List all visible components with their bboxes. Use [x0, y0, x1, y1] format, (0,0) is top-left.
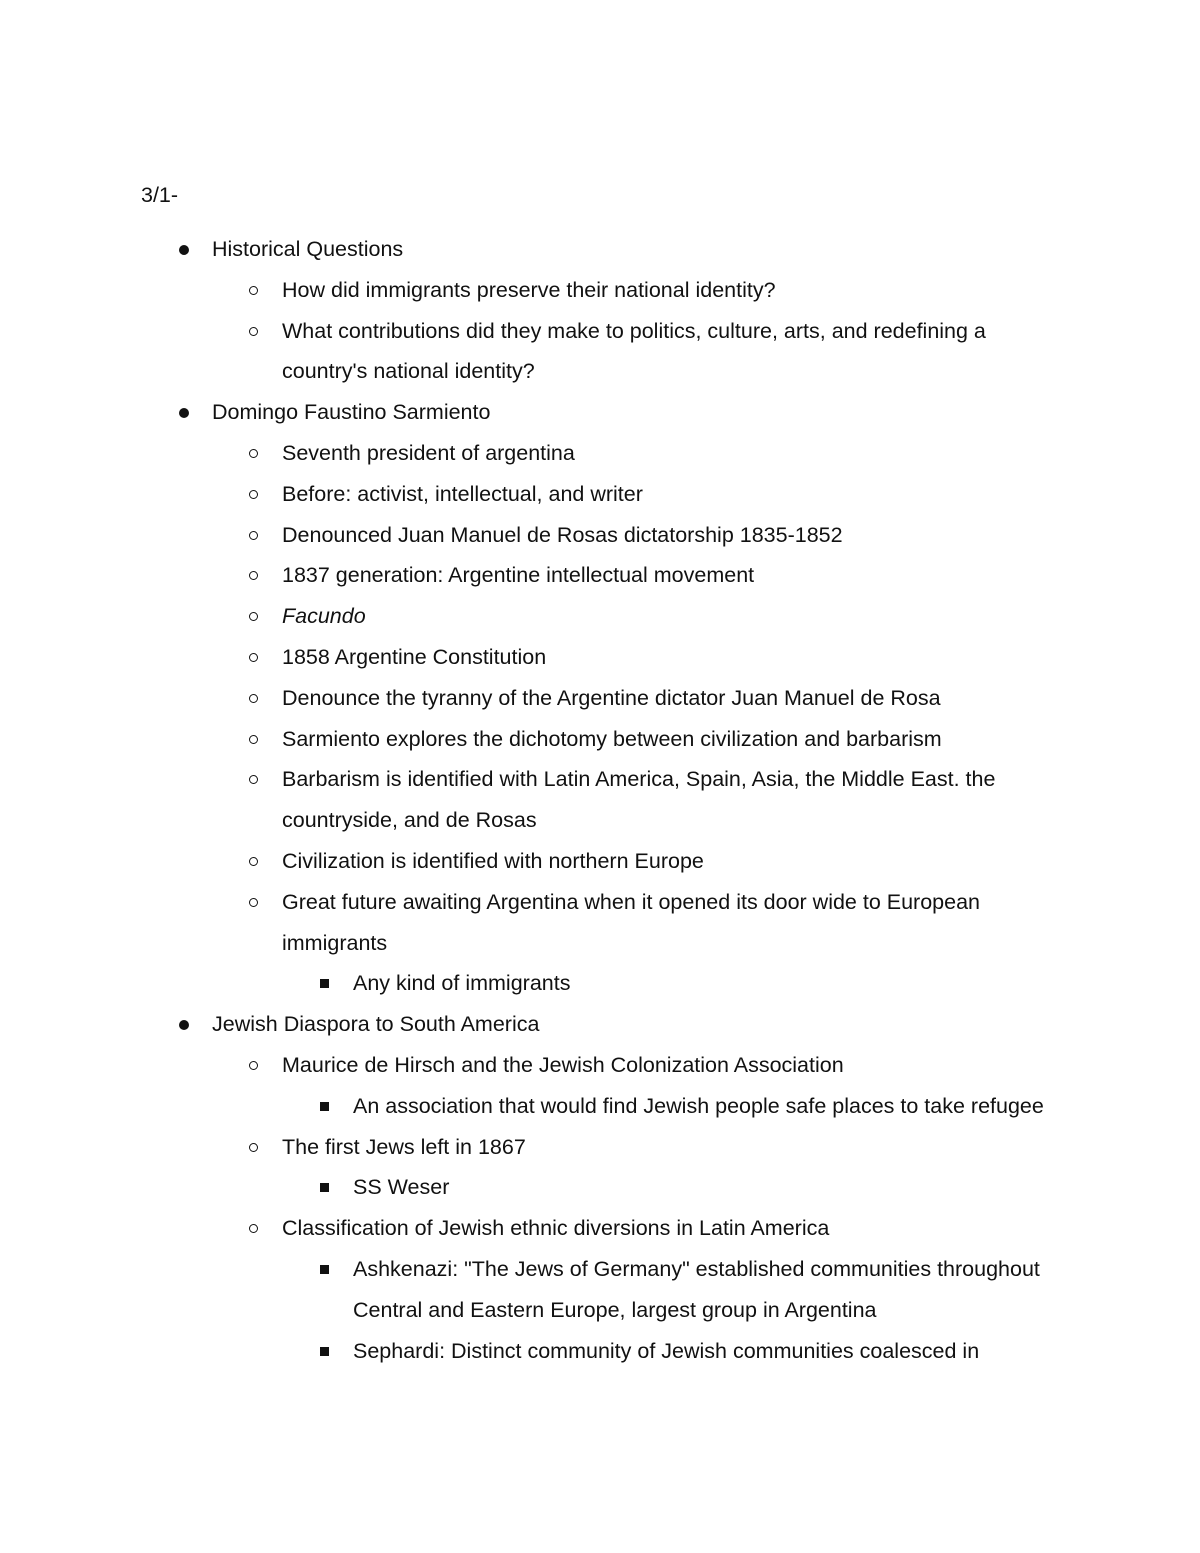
outline-item-level-2	[0, 759, 1072, 841]
outline-item-text: Barbarism is identified with Latin America, Spain, Asia, the Middle East. the countryside, and de Rosas	[282, 767, 996, 833]
outline-item-level-2	[0, 719, 1072, 760]
outline-item-level-2	[0, 474, 1072, 515]
outline-item-text: Civilization is identified with northern Europe	[282, 848, 704, 873]
outline-item-level-3	[0, 1167, 1073, 1208]
outline-item-level-2	[0, 270, 1072, 311]
filled-square-bullet-icon	[320, 979, 329, 988]
outline-item-text: What contributions did they make to politics, culture, arts, and redefining a country's national identity?	[282, 318, 986, 384]
outline-item-text: Classification of Jewish ethnic diversions in Latin America	[282, 1216, 830, 1241]
hollow-circle-bullet-icon	[249, 571, 258, 580]
outline-item-text: 1858 Argentine Constitution	[282, 644, 547, 669]
outline-item-level-2	[0, 555, 1072, 596]
outline-item-level-2	[0, 515, 1072, 556]
outline-item-text: Any kind of immigrants	[353, 971, 571, 996]
filled-square-bullet-icon	[320, 1265, 329, 1274]
hollow-circle-bullet-icon	[249, 1143, 258, 1152]
outline-item-text: Sarmiento explores the dichotomy between civilization and barbarism	[282, 726, 942, 751]
hollow-circle-bullet-icon	[249, 653, 258, 662]
hollow-circle-bullet-icon	[249, 327, 258, 336]
outline-item-level-2	[0, 1208, 1072, 1249]
outline-item-level-2	[0, 1045, 1072, 1086]
hollow-circle-bullet-icon	[249, 449, 258, 458]
hollow-circle-bullet-icon	[249, 286, 258, 295]
outline-item-level-2	[0, 882, 1072, 964]
outline-item-level-2	[0, 1127, 1072, 1168]
hollow-circle-bullet-icon	[249, 694, 258, 703]
outline-item-text: SS Weser	[353, 1175, 450, 1200]
outline-item-level-2	[0, 433, 1072, 474]
outline-item-text: Denounce the tyranny of the Argentine dictator Juan Manuel de Rosa	[282, 685, 941, 710]
filled-square-bullet-icon	[320, 1183, 329, 1192]
outline-item-text: Maurice de Hirsch and the Jewish Colonization Association	[282, 1052, 844, 1077]
outline-list	[0, 229, 1200, 1371]
filled-disc-bullet-icon	[179, 1020, 189, 1030]
outline-item-level-3	[0, 963, 1073, 1004]
outline-item-level-3	[0, 1086, 1073, 1127]
outline-item-level-2	[0, 311, 1072, 393]
outline-item-text: Facundo	[282, 604, 366, 629]
outline-item-level-3	[0, 1331, 1073, 1372]
outline-item-text: Seventh president of argentina	[282, 440, 575, 465]
outline-item-text: Ashkenazi: "The Jews of Germany" established communities throughout Central and Eastern Europe, largest group in Argentina	[353, 1256, 1040, 1322]
hollow-circle-bullet-icon	[249, 1061, 258, 1070]
outline-item-text: An association that would find Jewish people safe places to take refugee	[353, 1093, 1044, 1118]
filled-disc-bullet-icon	[179, 408, 189, 418]
outline-item-text: Domingo Faustino Sarmiento	[212, 400, 491, 425]
outline-item-text: Sephardi: Distinct community of Jewish communities coalesced in	[353, 1338, 980, 1363]
filled-square-bullet-icon	[320, 1102, 329, 1111]
outline-item-level-2	[0, 678, 1072, 719]
hollow-circle-bullet-icon	[249, 857, 258, 866]
outline-item-level-2	[0, 637, 1072, 678]
outline-item-text: Before: activist, intellectual, and writer	[282, 481, 643, 506]
hollow-circle-bullet-icon	[249, 735, 258, 744]
outline-item-text: 1837 generation: Argentine intellectual movement	[282, 563, 755, 588]
outline-item-level-1	[0, 1004, 1072, 1045]
outline-item-text: Jewish Diaspora to South America	[212, 1012, 540, 1037]
outline-item-level-2	[0, 596, 1072, 637]
hollow-circle-bullet-icon	[249, 1224, 258, 1233]
outline-item-text: How did immigrants preserve their national identity?	[282, 277, 776, 302]
filled-disc-bullet-icon	[179, 245, 189, 255]
outline-item-level-1	[0, 229, 1072, 270]
outline-item-text: Denounced Juan Manuel de Rosas dictatorship 1835-1852	[282, 522, 843, 547]
hollow-circle-bullet-icon	[249, 531, 258, 540]
outline-item-level-1	[0, 392, 1072, 433]
note-date: 3/1-	[141, 183, 179, 207]
hollow-circle-bullet-icon	[249, 490, 258, 499]
outline-item-text: Great future awaiting Argentina when it opened its door wide to European immigrants	[282, 889, 981, 955]
outline-item-text: The first Jews left in 1867	[282, 1134, 526, 1159]
hollow-circle-bullet-icon	[249, 898, 258, 907]
filled-square-bullet-icon	[320, 1347, 329, 1356]
hollow-circle-bullet-icon	[249, 612, 258, 621]
outline-item-level-2	[0, 841, 1072, 882]
hollow-circle-bullet-icon	[249, 775, 258, 784]
outline-item-text: Historical Questions	[212, 237, 404, 261]
outline-item-level-3	[0, 1249, 1073, 1331]
